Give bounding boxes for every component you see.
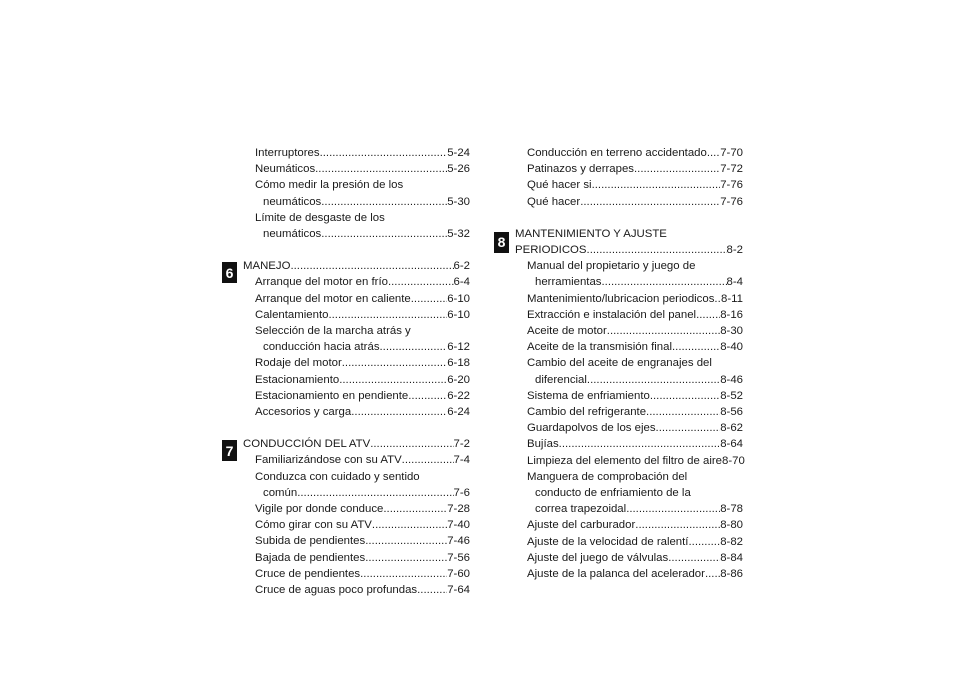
toc-entry-title[interactable]: Manual del propietario y juego de (527, 260, 696, 273)
toc-entry[interactable] (515, 566, 743, 582)
toc-entry-title: Estacionamiento (255, 373, 340, 386)
toc-entry-title[interactable]: Selección de la marcha atrás y (255, 325, 411, 338)
toc-entry[interactable] (243, 452, 470, 468)
toc-entry-title: Conducción en terreno accidentado (527, 147, 707, 159)
toc-entry-title: Cruce de pendientes (255, 567, 361, 580)
toc-entry[interactable] (243, 566, 470, 582)
toc-entry-title: Sistema de enfriamiento (527, 389, 650, 402)
toc-entry[interactable] (243, 533, 470, 549)
toc-entry-title: Limpieza del elemento del filtro de aire (527, 454, 723, 467)
toc-entry-page: 7-72 (720, 163, 743, 176)
toc-entry-title: Qué hacer si... (527, 179, 602, 192)
toc-entry[interactable] (243, 404, 470, 420)
chapter-6-section (225, 258, 470, 420)
toc-entry[interactable] (243, 274, 470, 290)
toc-entry-title: Estacionamiento en pendiente (255, 389, 409, 402)
chapter-tab-6: 6 (222, 262, 237, 283)
toc-entry[interactable] (243, 145, 470, 161)
chapter-8-section (497, 226, 745, 582)
toc-intro-list-right (515, 145, 743, 210)
toc-entry[interactable] (515, 404, 743, 420)
toc-entry-page: 6-10 (447, 292, 470, 305)
toc-entry[interactable] (243, 582, 470, 598)
toc-entry[interactable] (515, 145, 743, 161)
chapter-8-items (515, 258, 743, 582)
toc-entry-page: 8-82 (720, 535, 743, 548)
toc-entry-title[interactable]: Límite de desgaste de los (255, 211, 385, 224)
toc-entry[interactable] (243, 355, 470, 371)
toc-entry-page: 8-11 (721, 292, 743, 305)
toc-entry-page: 8-16 (720, 308, 743, 321)
toc-entry-page: 7-76 (720, 179, 743, 192)
toc-entry-title: Rodaje del motor (255, 357, 342, 370)
toc-entry[interactable] (243, 307, 470, 323)
toc-entry-page: 8-56 (720, 406, 743, 419)
toc-entry-page: 7-6 (453, 486, 470, 499)
toc-entry-title: Familiarizándose con su ATV (255, 454, 402, 467)
toc-entry[interactable] (243, 388, 470, 404)
toc-entry-title: Bujías (527, 438, 559, 451)
chapter-6-page: 6-2 (453, 260, 470, 273)
toc-entry-page: 8-86 (720, 568, 743, 581)
toc-entry-title-cont: herramientas (535, 276, 602, 289)
toc-entry-page: 7-56 (447, 551, 470, 564)
toc-entry-page: 5-26 (447, 163, 470, 176)
chapter-7-section (225, 436, 470, 598)
toc-entry-page: 8-84 (720, 551, 743, 564)
toc-entry-page: 7-40 (447, 519, 470, 532)
toc-entry-title: Ajuste de la velocidad de ralentí (527, 535, 689, 548)
toc-entry-title: Vigile por donde conduce (255, 503, 384, 516)
toc-right-column (497, 145, 745, 582)
toc-entry-page: 8-4 (726, 276, 743, 289)
toc-entry[interactable] (515, 323, 743, 339)
toc-entry[interactable] (515, 420, 743, 436)
toc-entry[interactable] (243, 501, 470, 517)
toc-entry[interactable] (515, 436, 743, 452)
toc-entry[interactable] (515, 339, 743, 355)
toc-entry-title: Ajuste del carburador (527, 519, 636, 532)
toc-entry-page: 7-46 (447, 535, 470, 548)
toc-entry-page: 6-24 (447, 406, 470, 419)
toc-left-column (225, 145, 470, 598)
toc-entry-title: Aceite de la transmisión final (527, 341, 672, 354)
toc-entry-title: Calentamiento (255, 308, 329, 321)
toc-entry-title: Extracción e instalación del panel (527, 308, 697, 321)
toc-entry[interactable] (243, 339, 470, 355)
toc-entry-page: 6-22 (447, 389, 470, 402)
toc-entry[interactable] (243, 372, 470, 388)
toc-entry-page: 8-80 (720, 519, 743, 532)
toc-entry[interactable] (243, 226, 470, 242)
toc-entry[interactable] (515, 517, 743, 533)
toc-entry-page: 8-30 (720, 325, 743, 338)
toc-entry-page: 7-76 (720, 195, 743, 208)
toc-entry-page: 7-64 (447, 584, 470, 597)
toc-entry-title-cont: conducción hacia atrás (263, 341, 380, 354)
toc-entry[interactable] (243, 485, 470, 501)
toc-entry-page: 6-10 (447, 308, 470, 321)
toc-entry[interactable] (515, 550, 743, 566)
toc-entry-page: 6-20 (447, 373, 470, 386)
toc-entry-title: Guardapolvos de los ejes (527, 422, 656, 435)
toc-entry-title: Patinazos y derrapes (527, 163, 635, 176)
chapter-8-page: 8-2 (726, 244, 743, 257)
toc-entry-title: Accesorios y carga (255, 406, 352, 419)
toc-entry-title: Interruptores (255, 147, 320, 159)
toc-entry[interactable] (243, 550, 470, 566)
toc-entry-title: Arranque del motor en caliente (255, 292, 411, 305)
toc-entry-title: Subida de pendientes (255, 535, 366, 548)
chapter-7-heading[interactable] (243, 436, 470, 452)
toc-entry-page: 7-70 (720, 147, 743, 159)
chapter-7-page: 7-2 (453, 438, 470, 451)
toc-entry[interactable] (243, 161, 470, 177)
toc-entry[interactable] (515, 453, 743, 469)
toc-entry-page: 8-64 (720, 438, 743, 451)
toc-entry-page: 6-18 (447, 357, 470, 370)
toc-entry[interactable] (243, 517, 470, 533)
toc-entry-title: Neumáticos (255, 163, 316, 176)
toc-entry-title-cont: neumáticos (263, 195, 322, 208)
toc-entry[interactable] (515, 161, 743, 177)
toc-entry-title: Ajuste de la palanca del acelerador (527, 568, 705, 581)
toc-entry[interactable] (515, 534, 743, 550)
chapter-8-heading[interactable] (515, 242, 743, 258)
chapter-7-items (243, 452, 470, 598)
toc-entry-title: Ajuste del juego de válvulas (527, 551, 669, 564)
toc-entry-title[interactable]: Conduzca con cuidado y sentido (255, 470, 420, 483)
toc-entry[interactable] (243, 194, 470, 210)
toc-entry-title: Aceite de motor (527, 325, 607, 338)
chapter-6-heading[interactable] (243, 258, 470, 274)
toc-entry[interactable] (243, 291, 470, 307)
toc-entry-page: 7-60 (447, 567, 470, 580)
chapter-6-items (243, 274, 470, 420)
toc-entry-page: 8-70 (722, 454, 745, 467)
toc-entry[interactable] (515, 291, 743, 307)
chapter-8-title-line1[interactable]: MANTENIMIENTO Y AJUSTE (515, 227, 667, 240)
toc-intro-list (243, 145, 470, 242)
toc-entry-page: 7-28 (447, 503, 470, 516)
chapter-tab-7: 7 (222, 440, 237, 461)
toc-entry-page: 5-32 (447, 228, 470, 241)
toc-entry-title: Cruce de aguas poco profundas (255, 584, 418, 597)
chapter-7-title: CONDUCCIÓN DEL ATV (243, 438, 371, 451)
toc-entry[interactable] (515, 501, 743, 517)
toc-entry-title-cont[interactable]: conducto de enfriamiento de la (535, 487, 691, 500)
toc-entry-title[interactable]: Cómo medir la presión de los (255, 179, 404, 192)
toc-entry-title-cont: neumáticos (263, 228, 322, 241)
toc-entry-title: Cómo girar con su ATV (255, 519, 372, 532)
chapter-8-title-line2: PERIODICOS (515, 244, 587, 257)
toc-entry-title: Cambio del refrigerante (527, 406, 647, 419)
toc-entry-title[interactable]: Manguera de comprobación del (527, 470, 688, 483)
toc-entry-title-cont: diferencial (535, 373, 587, 386)
toc-entry-page: 8-52 (720, 389, 743, 402)
toc-entry-title: Qué hacer (527, 195, 581, 208)
toc-entry-title[interactable]: Cambio del aceite de engranajes del (527, 357, 712, 370)
toc-entry-page: 5-24 (447, 147, 470, 159)
toc-entry-page: 5-30 (447, 195, 470, 208)
toc-entry-title: Arranque del motor en frío (255, 276, 388, 289)
chapter-6-title: MANEJO (243, 260, 291, 273)
toc-entry-title-cont: correa trapezoidal (535, 503, 627, 516)
toc-entry-page: 7-4 (453, 454, 470, 467)
toc-entry-page: 6-4 (453, 276, 470, 289)
toc-entry-title: Bajada de pendientes (255, 551, 366, 564)
toc-entry[interactable] (515, 388, 743, 404)
toc-entry-page: 8-78 (720, 503, 743, 516)
toc-entry-page: 8-40 (720, 341, 743, 354)
toc-entry-title-cont: común (263, 486, 298, 499)
toc-entry[interactable] (515, 307, 743, 323)
toc-entry-page: 8-62 (720, 422, 743, 435)
toc-entry[interactable] (515, 194, 743, 210)
toc-entry-page: 6-12 (447, 341, 470, 354)
toc-entry[interactable] (515, 372, 743, 388)
chapter-tab-8: 8 (494, 232, 509, 253)
toc-entry[interactable] (515, 274, 743, 290)
toc-entry-page: 8-46 (720, 373, 743, 386)
toc-entry[interactable] (515, 177, 743, 193)
toc-entry-title: Mantenimiento/lubricacion periodicos (527, 292, 715, 305)
